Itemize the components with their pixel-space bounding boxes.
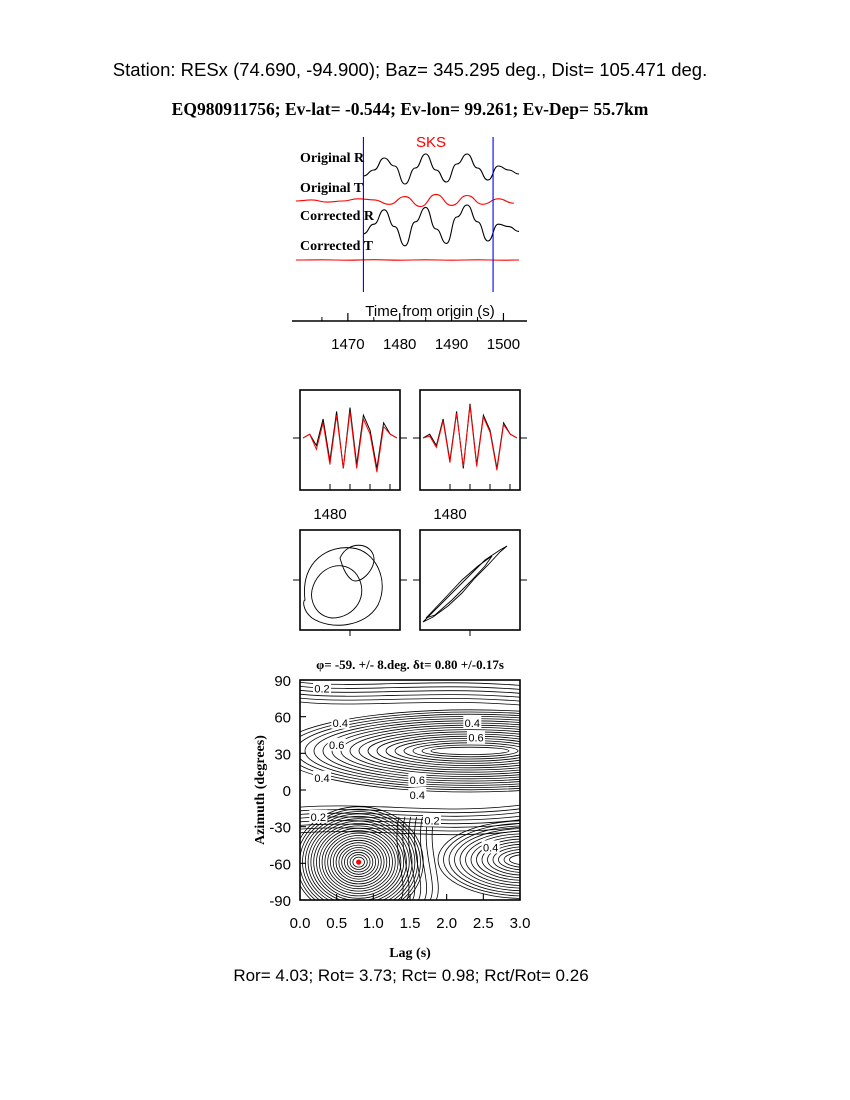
contour-lobe-right bbox=[510, 855, 541, 865]
contour-middle bbox=[300, 812, 520, 816]
contour-label: 0.4 bbox=[409, 789, 425, 802]
contour-label: 0.4 bbox=[483, 842, 499, 855]
contour-ridge bbox=[422, 745, 518, 757]
trace-label-corrected-r: Corrected R bbox=[300, 209, 374, 224]
waveform-overlay-panel bbox=[293, 390, 527, 523]
waveform-tick-right: 1480 bbox=[433, 506, 467, 523]
event-info: EQ980911756; Ev-lat= -0.544; Ev-lon= 99.261; Ev-Dep= 55.7km bbox=[171, 99, 649, 119]
particle-motion-before-loop2 bbox=[312, 566, 362, 618]
grid-title: φ= -59. +/- 8.deg. δt= 0.80 +/-0.17s bbox=[316, 657, 504, 672]
contour-top bbox=[300, 702, 520, 705]
lag-tick-label: 1.5 bbox=[399, 915, 421, 932]
contour-lobe-right bbox=[455, 829, 596, 891]
particle-box-before bbox=[300, 530, 400, 630]
trace-label-original-r: Original R bbox=[300, 151, 365, 166]
contour-lobe-right bbox=[504, 852, 546, 867]
waveform-tick-left: 1480 bbox=[313, 506, 347, 523]
contour-lobe-right bbox=[438, 821, 612, 899]
seismogram-panel bbox=[292, 134, 527, 353]
particle-motion-panel bbox=[293, 530, 527, 636]
contour-lobe-right bbox=[493, 847, 557, 873]
contour-lobe-right bbox=[460, 831, 590, 888]
station-info: Station: RESx (74.690, -94.900); Baz= 345.295 deg., Dist= 105.471 deg. bbox=[112, 59, 708, 80]
contour-saddle bbox=[426, 817, 432, 900]
contour-top bbox=[300, 682, 520, 685]
time-tick-label: 1500 bbox=[486, 336, 521, 353]
contour-middle bbox=[300, 805, 520, 809]
contour-label: 0.2 bbox=[314, 683, 330, 696]
contour-label: 0.6 bbox=[468, 732, 484, 745]
time-tick-label: 1470 bbox=[331, 336, 365, 353]
azimuth-tick-label: -30 bbox=[269, 819, 291, 837]
contour-label: 0.4 bbox=[314, 772, 330, 785]
azimuth-tick-label: 0 bbox=[282, 783, 291, 800]
azimuth-tick-label: -60 bbox=[269, 856, 291, 874]
contour-ridge bbox=[431, 747, 509, 754]
ratio-summary: Ror= 4.03; Rot= 3.73; Rct= 0.98; Rct/Rot= 0.26 bbox=[233, 966, 589, 985]
time-axis-label: Time from origin (s) bbox=[365, 303, 495, 320]
energy-grid-panel bbox=[253, 657, 662, 961]
trace-original-r bbox=[363, 154, 519, 184]
waveform-right-black bbox=[423, 404, 517, 469]
waveform-box-left bbox=[300, 390, 400, 490]
lag-tick-label: 0.5 bbox=[326, 915, 348, 932]
lag-tick-label: 2.0 bbox=[436, 915, 458, 932]
best-fit-marker bbox=[356, 860, 361, 865]
lag-tick-label: 2.5 bbox=[472, 915, 494, 932]
contour-lobe-right bbox=[449, 826, 601, 893]
trace-corrected-t bbox=[296, 260, 519, 261]
contour-saddle bbox=[432, 817, 438, 900]
phase-label: SKS bbox=[415, 134, 447, 151]
contour-middle bbox=[300, 823, 520, 827]
lag-axis-label: Lag (s) bbox=[389, 946, 431, 961]
contour-label: 0.2 bbox=[424, 815, 440, 828]
azimuth-tick-label: 30 bbox=[274, 746, 291, 764]
contour-lobe-right bbox=[499, 849, 552, 870]
lag-tick-label: 0.0 bbox=[289, 915, 311, 932]
time-tick-label: 1490 bbox=[434, 336, 469, 353]
lag-tick-label: 3.0 bbox=[509, 915, 531, 932]
contour-top bbox=[300, 698, 520, 701]
lag-tick-label: 1.0 bbox=[362, 915, 384, 932]
contour-label: 0.2 bbox=[310, 811, 326, 824]
azimuth-axis-label: Azimuth (degrees) bbox=[253, 735, 268, 845]
contour-label: 0.4 bbox=[464, 717, 480, 730]
particle-motion-before bbox=[304, 548, 383, 626]
azimuth-tick-label: 60 bbox=[274, 709, 291, 727]
trace-label-corrected-t: Corrected T bbox=[300, 239, 373, 254]
time-tick-label: 1480 bbox=[383, 336, 417, 353]
contour-label: 0.6 bbox=[329, 739, 345, 752]
azimuth-tick-label: -90 bbox=[269, 893, 291, 910]
contour-top bbox=[300, 686, 520, 689]
contour-label: 0.4 bbox=[332, 717, 348, 730]
trace-original-t bbox=[296, 194, 514, 206]
particle-motion-after bbox=[423, 546, 507, 622]
waveform-right-red bbox=[423, 406, 517, 471]
contour-label: 0.6 bbox=[409, 775, 425, 788]
waveform-left-black bbox=[303, 408, 397, 469]
azimuth-tick-label: 90 bbox=[274, 673, 291, 690]
contour-top bbox=[300, 690, 520, 693]
contour-top bbox=[300, 694, 520, 697]
trace-corrected-r bbox=[363, 205, 519, 246]
trace-label-original-t: Original T bbox=[300, 181, 364, 196]
